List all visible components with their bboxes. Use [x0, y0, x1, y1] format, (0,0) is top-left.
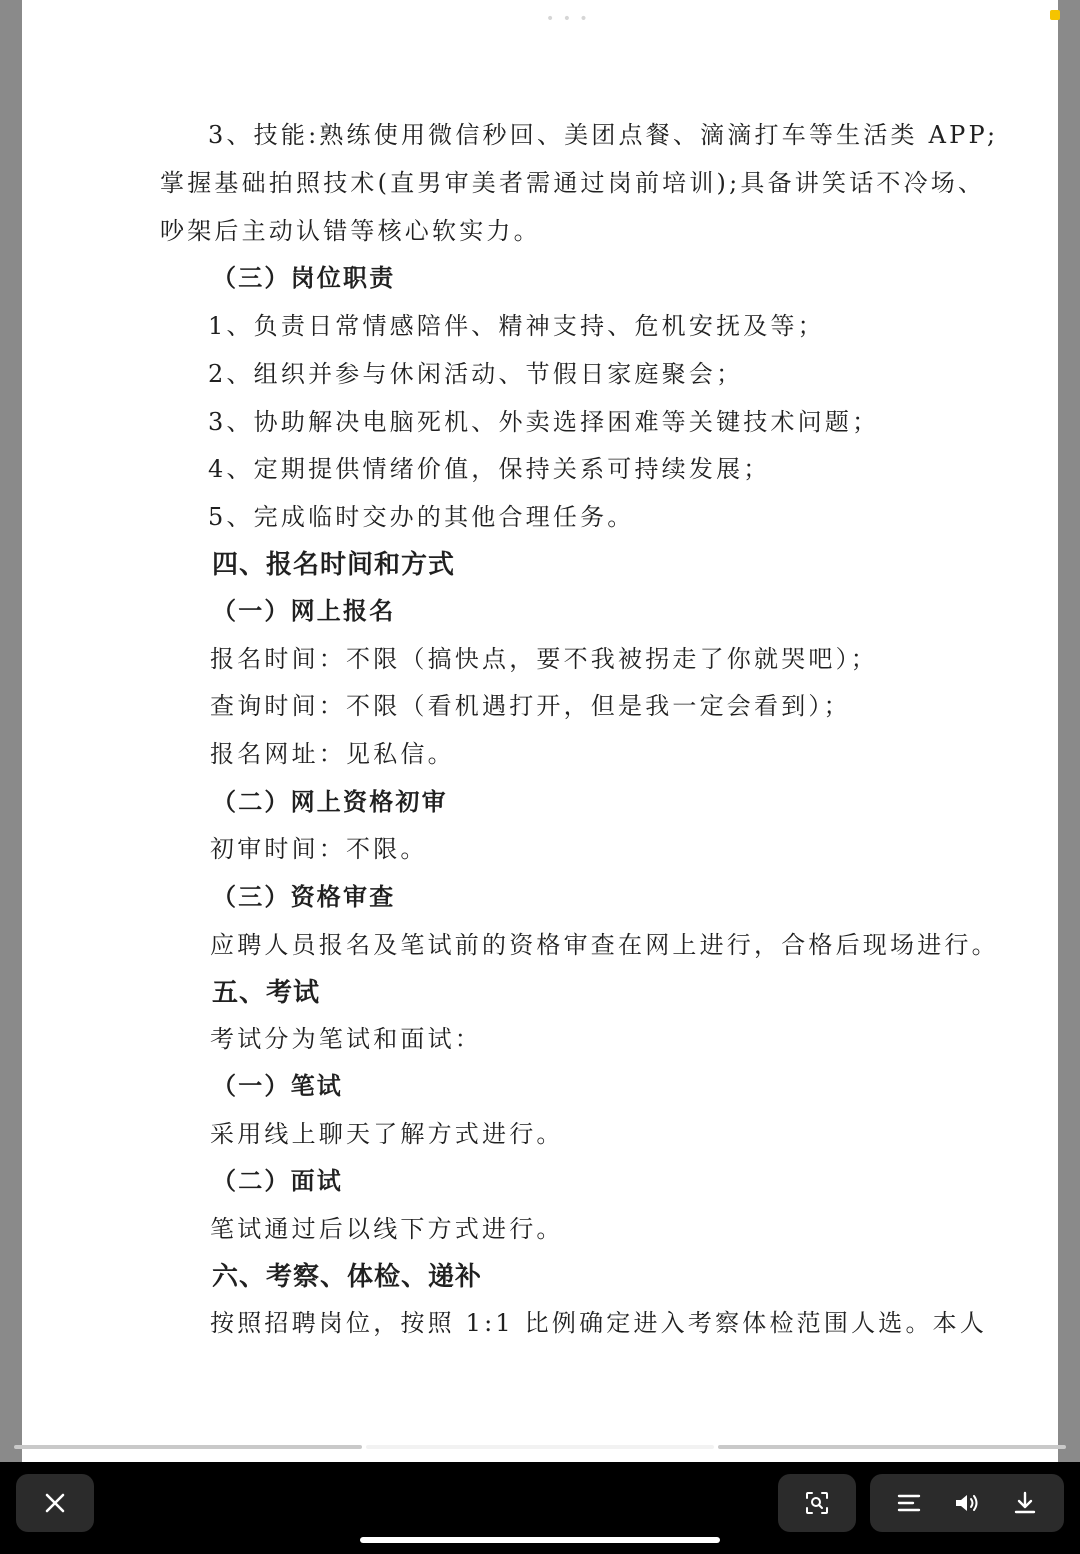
doc-line-duty-2: 2、组织并参与休闲活动、节假日家庭聚会； [208, 360, 744, 388]
subheading-initial-review: （二）网上资格初审 [212, 787, 448, 816]
scrubber-segment-2[interactable] [366, 1445, 714, 1449]
image-scrubber[interactable] [14, 1445, 1066, 1449]
scrubber-segment-1[interactable] [14, 1445, 362, 1449]
bottom-toolbar [0, 1462, 1080, 1554]
doc-line-duty-1: 1、负责日常情感陪伴、精神支持、危机安抚及等； [208, 312, 825, 340]
doc-line-written-exam: 采用线上聊天了解方式进行。 [210, 1120, 564, 1148]
download-button[interactable] [996, 1474, 1054, 1532]
heading-registration: 四、报名时间和方式 [212, 550, 456, 580]
subheading-duties: （三）岗位职责 [212, 263, 396, 292]
subheading-online-registration: （一）网上报名 [212, 596, 396, 625]
doc-line-duty-3: 3、协助解决电脑死机、外卖选择困难等关键技术问题； [208, 408, 880, 436]
visual-search-button[interactable] [778, 1474, 856, 1532]
home-indicator[interactable] [360, 1537, 720, 1543]
doc-line-duty-5: 5、完成临时交办的其他合理任务。 [208, 503, 635, 531]
scrubber-segment-3[interactable] [718, 1445, 1066, 1449]
subheading-interview: （二）面试 [212, 1166, 343, 1195]
speaker-icon [954, 1492, 980, 1514]
download-icon [1013, 1491, 1037, 1515]
heading-exam: 五、考试 [212, 978, 321, 1008]
doc-line-query-time: 查询时间：不限（看机遇打开，但是我一定会看到）； [210, 692, 851, 720]
more-dots-icon[interactable]: • • • [546, 11, 590, 27]
doc-line-interview: 笔试通过后以线下方式进行。 [210, 1215, 564, 1243]
doc-line-exam-intro: 考试分为笔试和面试： [210, 1025, 482, 1053]
heading-inspection: 六、考察、体检、递补 [212, 1262, 483, 1292]
doc-line-registration-url: 报名网址：见私信。 [210, 740, 455, 768]
close-button[interactable] [16, 1474, 94, 1532]
subheading-written-exam: （一）笔试 [212, 1071, 343, 1100]
doc-line-inspection: 按照招聘岗位，按照 1:1 比例确定进入考察体检范围人选。本人 [210, 1309, 988, 1337]
doc-line-duty-4: 4、定期提供情绪价值，保持关系可持续发展； [208, 455, 771, 483]
sound-button[interactable] [938, 1474, 996, 1532]
doc-line-skills: 3、技能:熟练使用微信秒回、美团点餐、滴滴打车等生活类 APP; [208, 121, 999, 149]
visual-search-icon [805, 1491, 829, 1515]
doc-line-skills-end: 吵架后主动认错等核心软实力。 [160, 217, 541, 245]
text-lines-icon [897, 1492, 921, 1514]
text-button[interactable] [880, 1474, 938, 1532]
status-indicator [1050, 10, 1060, 20]
doc-line-review-time: 初审时间：不限。 [210, 835, 428, 863]
doc-line-skills-cont: 掌握基础拍照技术(直男审美者需通过岗前培训);具备讲笑话不冷场、 [160, 169, 986, 197]
subheading-qualification-check: （三）资格审查 [212, 882, 396, 911]
document-page [22, 0, 1058, 1462]
close-icon [44, 1492, 66, 1514]
doc-line-qualification-check: 应聘人员报名及笔试前的资格审查在网上进行，合格后现场进行。 [210, 931, 999, 959]
doc-line-registration-time: 报名时间：不限（搞快点，要不我被拐走了你就哭吧）； [210, 645, 878, 673]
media-actions-group [870, 1474, 1064, 1532]
